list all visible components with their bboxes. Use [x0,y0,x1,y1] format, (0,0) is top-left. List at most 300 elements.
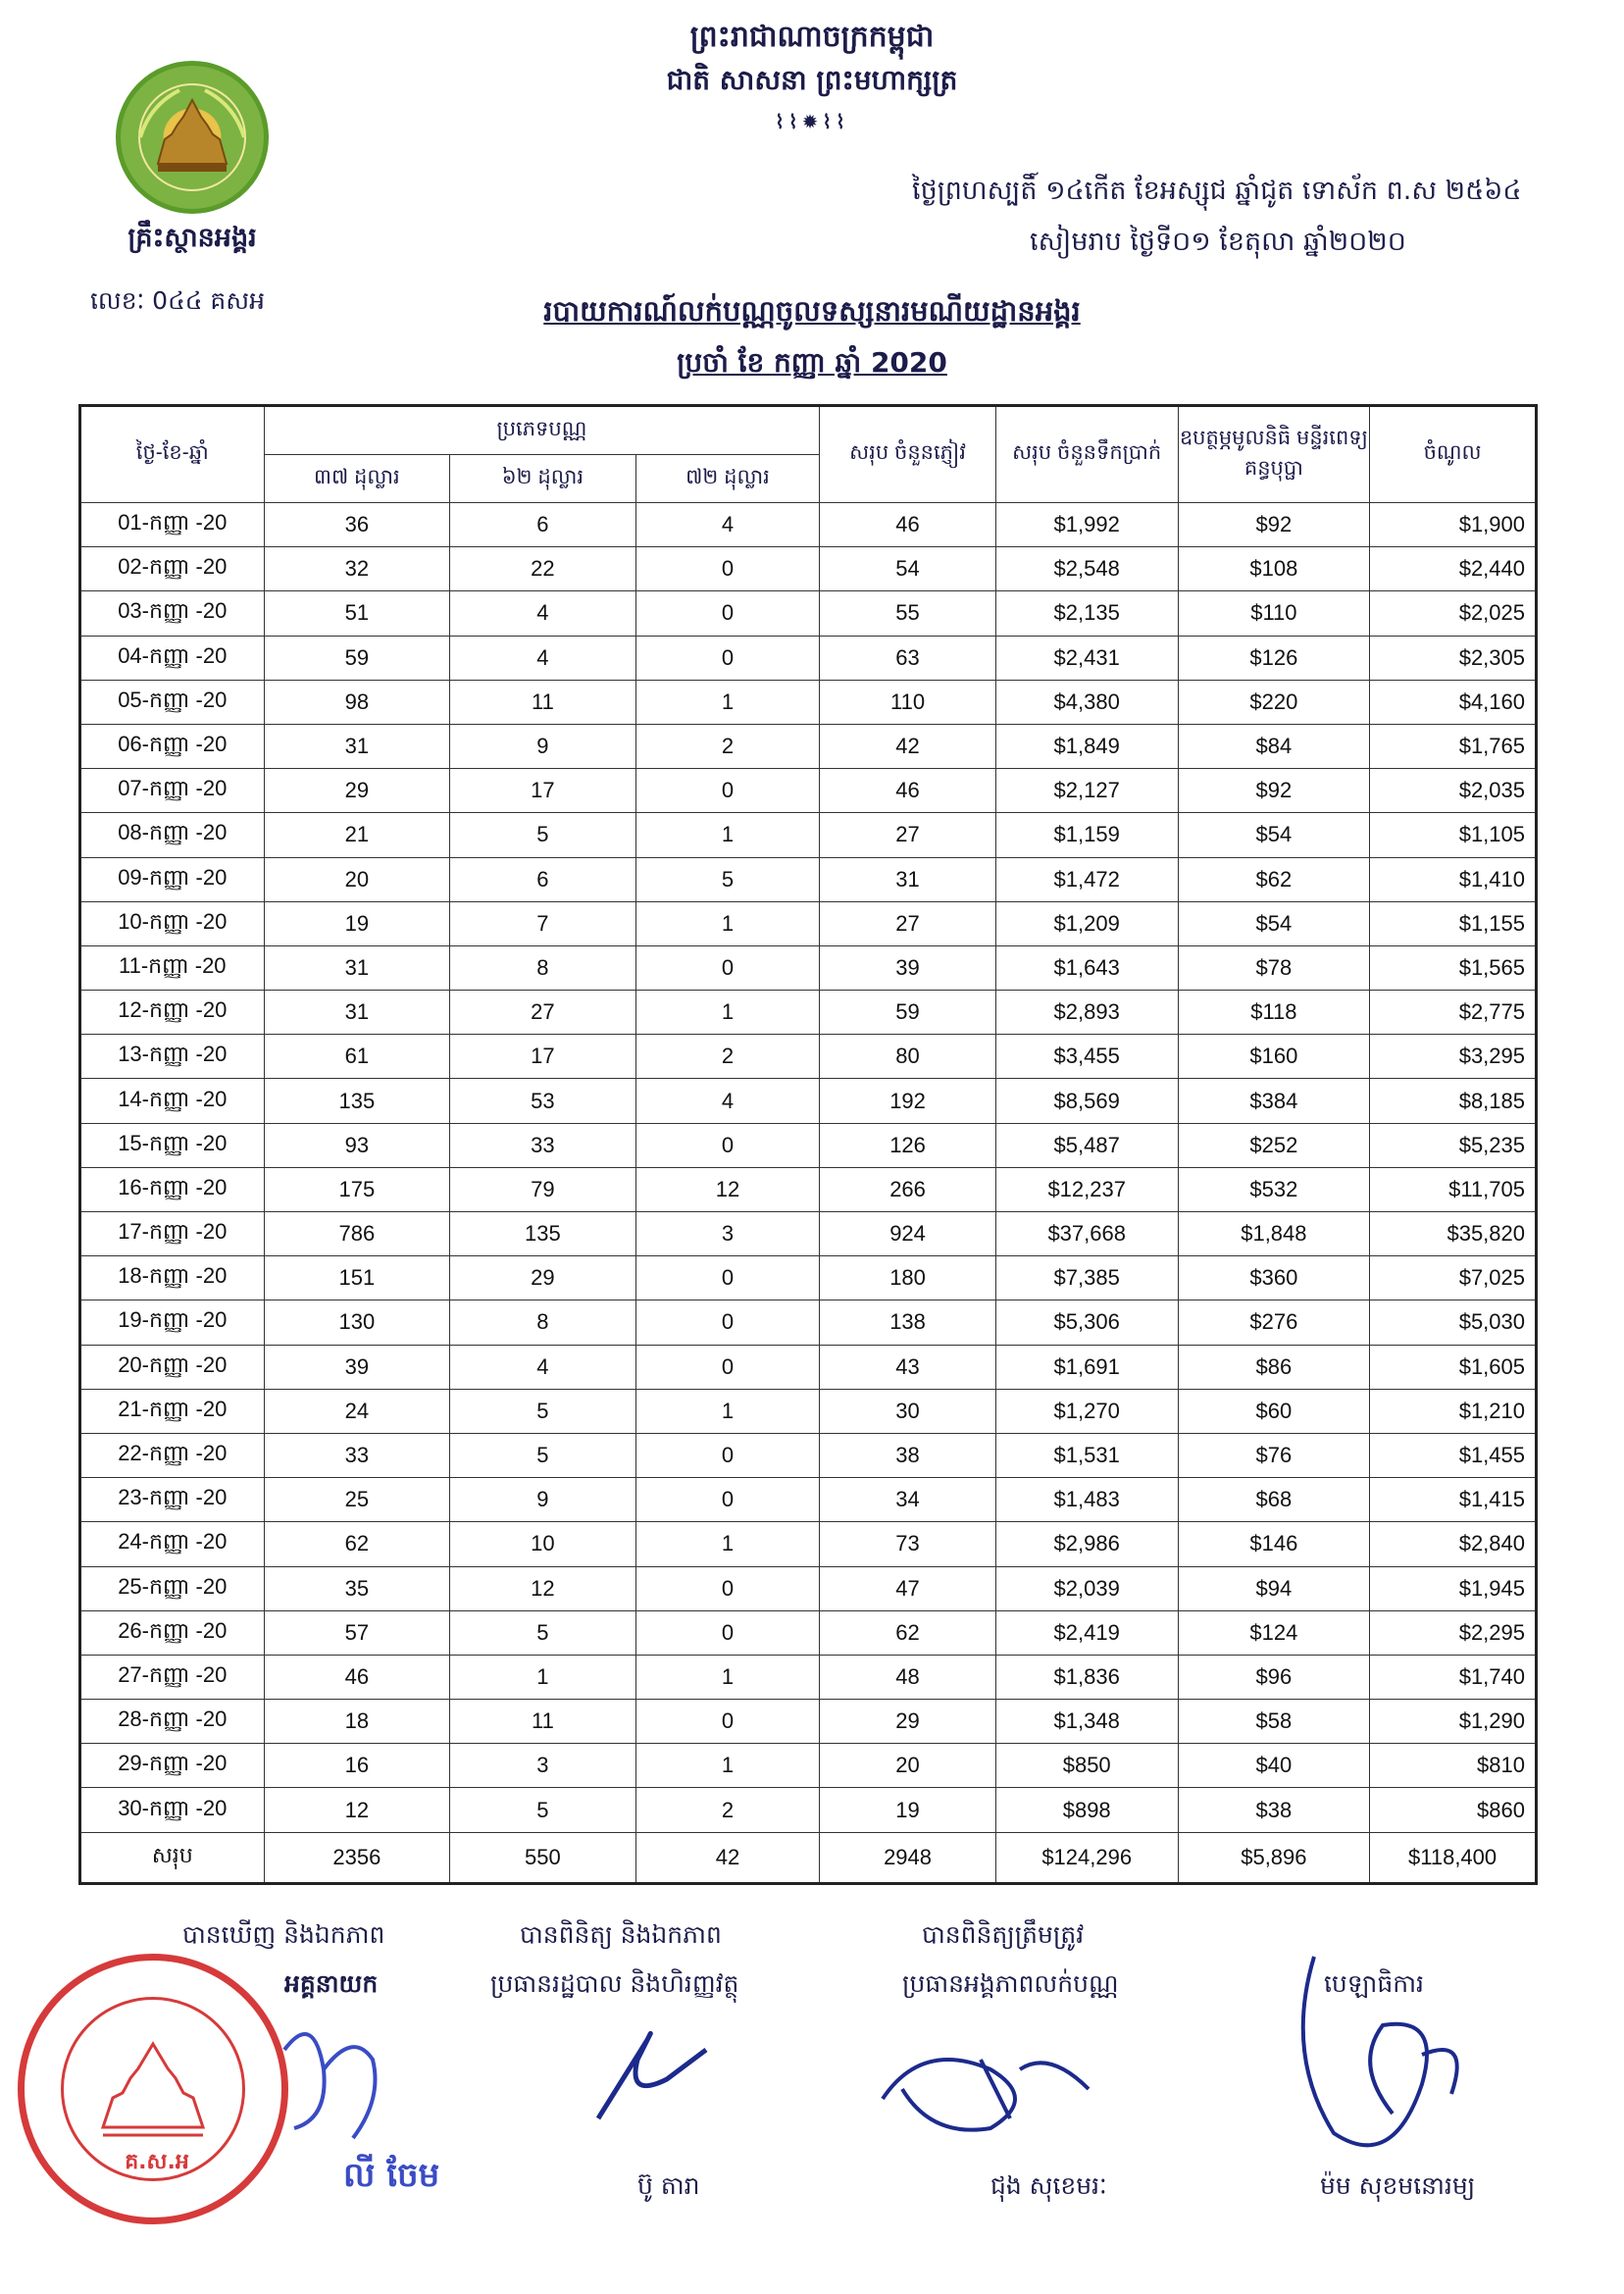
table-cell-c: 0 [635,1610,820,1655]
table-row [80,636,1537,680]
table-cell-d: 11-កញ្ញា -20 [80,945,265,990]
table-cell-m: $5,487 [995,1123,1178,1167]
table-cell-i: $1,765 [1370,724,1537,768]
table-cell-d: 26-កញ្ញា -20 [80,1610,265,1655]
table-cell-h: $96 [1178,1655,1370,1699]
table-cell-a: 175 [264,1167,450,1211]
total-cell-c: 42 [635,1832,820,1883]
table-cell-m: $2,986 [995,1522,1178,1566]
table-cell-h: $92 [1178,769,1370,813]
table-cell-c: 0 [635,1700,820,1744]
table-cell-b: 6 [450,857,636,901]
table-cell-b: 4 [450,1345,636,1389]
table-cell-a: 61 [264,1035,450,1079]
table-cell-b: 8 [450,1300,636,1345]
table-cell-d: 20-កញ្ញា -20 [80,1345,265,1389]
kingdom-heading: ព្រះរាជាណាចក្រកម្ពុជា [689,20,935,54]
table-cell-c: 1 [635,991,820,1035]
table-cell-d: 14-កញ្ញា -20 [80,1079,265,1123]
table-cell-v: 19 [820,1788,996,1832]
table-cell-d: 01-កញ្ញា -20 [80,503,265,547]
table-cell-i: $810 [1370,1744,1537,1788]
table-cell-b: 79 [450,1167,636,1211]
table-cell-c: 1 [635,680,820,724]
table-cell-a: 33 [264,1433,450,1477]
table-cell-i: $8,185 [1370,1079,1537,1123]
header-money: សរុប ចំនួនទឹកប្រាក់ [995,406,1178,503]
table-cell-v: 59 [820,991,996,1035]
table-cell-i: $5,235 [1370,1123,1537,1167]
table-cell-a: 18 [264,1700,450,1744]
table-cell-b: 135 [450,1212,636,1256]
table-cell-v: 73 [820,1522,996,1566]
table-cell-v: 80 [820,1035,996,1079]
table-cell-d: 12-កញ្ញា -20 [80,991,265,1035]
table-row [80,591,1537,636]
sales-table [78,404,1538,1885]
table-cell-i: $1,155 [1370,901,1537,945]
seal-text: គ.ស.អ [125,2150,189,2174]
total-row [80,1832,1537,1883]
table-cell-h: $108 [1178,547,1370,591]
table-cell-m: $1,159 [995,813,1178,857]
table-cell-h: $276 [1178,1300,1370,1345]
table-cell-m: $4,380 [995,680,1178,724]
sig2-name: ប៊ូ តារា [637,2171,700,2200]
table-cell-i: $4,160 [1370,680,1537,724]
table-cell-c: 1 [635,1389,820,1433]
table-cell-a: 51 [264,591,450,636]
table-cell-c: 1 [635,1744,820,1788]
table-cell-h: $62 [1178,857,1370,901]
org-name: គ្រឹះស្ថានអង្គរ [127,223,257,253]
table-cell-a: 24 [264,1389,450,1433]
table-cell-a: 130 [264,1300,450,1345]
header-hospital-fund: ឧបត្ថម្ភមូលនិធិ មន្ទីរពេទ្យគន្ធបុប្ផា [1178,406,1370,503]
table-cell-a: 35 [264,1566,450,1610]
table-row [80,1610,1537,1655]
sig1-approved-label: បានឃើញ និងឯកភាព [182,1920,385,1949]
table-cell-b: 10 [450,1522,636,1566]
table-cell-b: 6 [450,503,636,547]
table-cell-i: $1,105 [1370,813,1537,857]
table-cell-i: $1,455 [1370,1433,1537,1477]
table-row [80,1123,1537,1167]
table-cell-d: 19-កញ្ញា -20 [80,1300,265,1345]
table-cell-d: 08-កញ្ញា -20 [80,813,265,857]
table-cell-v: 27 [820,813,996,857]
motto-heading: ជាតិ សាសនា ព្រះមហាក្សត្រ [666,64,958,96]
table-cell-h: $532 [1178,1167,1370,1211]
table-cell-a: 25 [264,1478,450,1522]
table-cell-m: $1,849 [995,724,1178,768]
table-cell-d: 06-កញ្ញា -20 [80,724,265,768]
sig2-title: ប្រធានរដ្ឋបាល និងហិរញ្ញវត្ថុ [490,1969,739,1998]
table-cell-c: 2 [635,1788,820,1832]
table-cell-b: 9 [450,1478,636,1522]
table-cell-h: $68 [1178,1478,1370,1522]
sig1-handwritten-signature-icon [275,2011,392,2152]
table-cell-m: $1,472 [995,857,1178,901]
table-row [80,1345,1537,1389]
table-cell-c: 4 [635,1079,820,1123]
table-cell-d: 27-កញ្ញា -20 [80,1655,265,1699]
table-cell-v: 34 [820,1478,996,1522]
table-cell-d: 18-កញ្ញា -20 [80,1256,265,1300]
table-cell-d: 05-កញ្ញា -20 [80,680,265,724]
table-cell-m: $7,385 [995,1256,1178,1300]
sig1-title: អគ្គនាយក [284,1969,379,1998]
table-cell-m: $1,836 [995,1655,1178,1699]
table-cell-v: 29 [820,1700,996,1744]
table-cell-c: 0 [635,1566,820,1610]
table-row [80,1478,1537,1522]
table-cell-b: 53 [450,1079,636,1123]
table-cell-i: $1,605 [1370,1345,1537,1389]
table-cell-m: $1,348 [995,1700,1178,1744]
table-cell-m: $2,127 [995,769,1178,813]
table-cell-m: $12,237 [995,1167,1178,1211]
table-cell-v: 46 [820,503,996,547]
table-row [80,1655,1537,1699]
table-cell-d: 02-កញ្ញា -20 [80,547,265,591]
table-cell-m: $1,483 [995,1478,1178,1522]
table-cell-h: $1,848 [1178,1212,1370,1256]
table-cell-d: 25-កញ្ញា -20 [80,1566,265,1610]
table-cell-h: $220 [1178,680,1370,724]
table-cell-h: $126 [1178,636,1370,680]
table-cell-b: 3 [450,1744,636,1788]
table-cell-i: $1,565 [1370,945,1537,990]
table-cell-v: 43 [820,1345,996,1389]
sig4-title: បេឡាធិការ [1324,1969,1424,1998]
sig3-title: ប្រធានអង្គភាពលក់បណ្ណ [902,1969,1119,1998]
table-row [80,1212,1537,1256]
header-62-usd: ៦២ ដុល្លារ [450,455,636,503]
table-cell-h: $160 [1178,1035,1370,1079]
table-row [80,1788,1537,1832]
total-cell-i: $118,400 [1370,1832,1537,1883]
reference-number: លេខៈ 0៤៤ គសអ [90,286,265,315]
table-cell-a: 57 [264,1610,450,1655]
table-cell-v: 924 [820,1212,996,1256]
table-cell-m: $1,270 [995,1389,1178,1433]
table-cell-i: $1,410 [1370,857,1537,901]
table-cell-b: 33 [450,1123,636,1167]
table-cell-v: 48 [820,1655,996,1699]
table-cell-v: 46 [820,769,996,813]
table-cell-a: 32 [264,547,450,591]
table-cell-v: 20 [820,1744,996,1788]
total-cell-b: 550 [450,1832,636,1883]
table-cell-v: 39 [820,945,996,990]
table-cell-b: 1 [450,1655,636,1699]
table-cell-m: $2,431 [995,636,1178,680]
table-cell-h: $86 [1178,1345,1370,1389]
table-cell-b: 29 [450,1256,636,1300]
table-cell-m: $1,531 [995,1433,1178,1477]
table-cell-h: $146 [1178,1522,1370,1566]
table-cell-d: 21-កញ្ញា -20 [80,1389,265,1433]
table-cell-d: 03-កញ្ញា -20 [80,591,265,636]
table-row [80,1300,1537,1345]
table-row [80,769,1537,813]
table-row [80,901,1537,945]
table-row [80,724,1537,768]
table-cell-m: $1,643 [995,945,1178,990]
table-cell-b: 9 [450,724,636,768]
table-cell-m: $5,306 [995,1300,1178,1345]
table-cell-c: 1 [635,813,820,857]
table-cell-h: $54 [1178,901,1370,945]
table-cell-v: 55 [820,591,996,636]
table-row [80,1700,1537,1744]
sig4-handwritten-signature-icon [1275,1937,1491,2186]
table-cell-a: 31 [264,724,450,768]
total-cell-a: 2356 [264,1832,450,1883]
table-cell-d: 24-កញ្ញា -20 [80,1522,265,1566]
table-cell-h: $38 [1178,1788,1370,1832]
table-cell-c: 1 [635,1522,820,1566]
table-cell-c: 2 [635,1035,820,1079]
table-cell-i: $5,030 [1370,1300,1537,1345]
table-cell-i: $2,035 [1370,769,1537,813]
table-cell-h: $384 [1178,1079,1370,1123]
table-cell-a: 46 [264,1655,450,1699]
table-row [80,1035,1537,1079]
table-row [80,1566,1537,1610]
table-body [80,503,1537,1884]
header-visitors: សរុប ចំនួនភ្ញៀវ [820,406,996,503]
table-cell-m: $850 [995,1744,1178,1788]
table-row [80,1079,1537,1123]
table-cell-h: $76 [1178,1433,1370,1477]
sig1-name: លី ចែម [343,2156,440,2195]
table-cell-b: 5 [450,813,636,857]
table-cell-b: 5 [450,1788,636,1832]
table-cell-a: 16 [264,1744,450,1788]
table-cell-i: $2,840 [1370,1522,1537,1566]
table-cell-v: 138 [820,1300,996,1345]
table-cell-v: 192 [820,1079,996,1123]
header-income: ចំណូល [1370,406,1537,503]
table-cell-h: $110 [1178,591,1370,636]
table-cell-h: $40 [1178,1744,1370,1788]
sig3-handwritten-signature-icon [863,2030,1118,2142]
table-cell-c: 5 [635,857,820,901]
table-cell-h: $94 [1178,1566,1370,1610]
table-cell-a: 31 [264,991,450,1035]
sig3-verified-label: បានពិនិត្យត្រឹមត្រូវ [922,1920,1085,1949]
document-subtitle-text: ប្រចាំ ខែ កញ្ញា ឆ្នាំ 2020 [677,346,947,379]
table-cell-d: 09-កញ្ញា -20 [80,857,265,901]
table-cell-c: 0 [635,1345,820,1389]
table-cell-d: 04-កញ្ញា -20 [80,636,265,680]
table-cell-d: 30-កញ្ញា -20 [80,1788,265,1832]
table-cell-c: 0 [635,591,820,636]
table-cell-b: 5 [450,1610,636,1655]
table-row [80,1256,1537,1300]
table-cell-a: 135 [264,1079,450,1123]
table-cell-i: $2,025 [1370,591,1537,636]
table-row [80,1167,1537,1211]
table-cell-m: $2,135 [995,591,1178,636]
table-cell-c: 0 [635,1123,820,1167]
table-cell-v: 54 [820,547,996,591]
table-cell-i: $1,740 [1370,1655,1537,1699]
table-cell-i: $35,820 [1370,1212,1537,1256]
table-cell-b: 17 [450,769,636,813]
total-cell-d: សរុប [80,1832,265,1883]
table-cell-m: $8,569 [995,1079,1178,1123]
sig4-name: ម៉ម សុខមនោរម្យ [1320,2171,1476,2200]
table-cell-d: 10-កញ្ញា -20 [80,901,265,945]
table-cell-b: 7 [450,901,636,945]
table-cell-d: 29-កញ្ញា -20 [80,1744,265,1788]
table-cell-b: 4 [450,636,636,680]
table-cell-d: 13-កញ្ញា -20 [80,1035,265,1079]
table-cell-a: 12 [264,1788,450,1832]
table-cell-a: 29 [264,769,450,813]
table-cell-i: $7,025 [1370,1256,1537,1300]
table-cell-c: 1 [635,901,820,945]
table-cell-m: $2,893 [995,991,1178,1035]
table-cell-c: 0 [635,769,820,813]
table-cell-b: 11 [450,680,636,724]
table-cell-m: $2,419 [995,1610,1178,1655]
table-cell-v: 266 [820,1167,996,1211]
table-cell-a: 93 [264,1123,450,1167]
sig2-approved-label: បានពិនិត្យ និងឯកភាព [520,1920,722,1949]
table-cell-h: $84 [1178,724,1370,768]
table-cell-m: $3,455 [995,1035,1178,1079]
table-cell-b: 5 [450,1389,636,1433]
apsara-logo-icon [116,61,269,214]
table-cell-h: $124 [1178,1610,1370,1655]
table-cell-a: 19 [264,901,450,945]
solar-date: សៀមរាប ថ្ងៃទី០១ ខែតុលា ឆ្នាំ២០២០ [1030,227,1406,257]
table-cell-v: 180 [820,1256,996,1300]
table-cell-i: $860 [1370,1788,1537,1832]
document-subtitle [0,345,1624,385]
table-cell-c: 0 [635,636,820,680]
header-ticket-type: ប្រភេទបណ្ណ [264,406,820,455]
table-cell-a: 151 [264,1256,450,1300]
table-cell-b: 8 [450,945,636,990]
table-cell-h: $252 [1178,1123,1370,1167]
header-72-usd: ៧២ ដុល្លារ [635,455,820,503]
table-cell-v: 38 [820,1433,996,1477]
table-cell-c: 3 [635,1212,820,1256]
table-cell-i: $2,775 [1370,991,1537,1035]
table-cell-b: 27 [450,991,636,1035]
table-cell-c: 0 [635,945,820,990]
table-cell-c: 0 [635,1300,820,1345]
table-cell-b: 4 [450,591,636,636]
table-cell-i: $1,900 [1370,503,1537,547]
table-cell-c: 0 [635,1478,820,1522]
table-cell-d: 07-កញ្ញា -20 [80,769,265,813]
total-cell-m: $124,296 [995,1832,1178,1883]
table-cell-b: 17 [450,1035,636,1079]
table-cell-h: $60 [1178,1389,1370,1433]
table-cell-d: 15-កញ្ញា -20 [80,1123,265,1167]
table-row [80,680,1537,724]
sig2-handwritten-signature-icon [588,2020,726,2132]
table-cell-a: 62 [264,1522,450,1566]
table-cell-h: $58 [1178,1700,1370,1744]
table-row [80,1433,1537,1477]
table-cell-a: 31 [264,945,450,990]
table-row [80,813,1537,857]
table-cell-i: $1,945 [1370,1566,1537,1610]
table-cell-m: $2,039 [995,1566,1178,1610]
table-cell-c: 1 [635,1655,820,1699]
table-cell-c: 12 [635,1167,820,1211]
table-cell-d: 16-កញ្ញា -20 [80,1167,265,1211]
table-cell-b: 22 [450,547,636,591]
table-cell-m: $1,209 [995,901,1178,945]
table-cell-h: $78 [1178,945,1370,990]
table-cell-h: $92 [1178,503,1370,547]
table-cell-v: 110 [820,680,996,724]
table-cell-v: 30 [820,1389,996,1433]
ornament-divider: ⌇⌇✹⌇⌇ [775,110,849,133]
table-row [80,991,1537,1035]
table-cell-i: $2,295 [1370,1610,1537,1655]
table-cell-m: $898 [995,1788,1178,1832]
document-title-text: របាយការណ៍លក់បណ្ណចូលទស្សនារមណីយដ្ឋានអង្គរ [543,294,1081,328]
table-cell-b: 12 [450,1566,636,1610]
table-cell-v: 62 [820,1610,996,1655]
table-cell-v: 63 [820,636,996,680]
table-cell-m: $1,691 [995,1345,1178,1389]
table-cell-d: 22-កញ្ញា -20 [80,1433,265,1477]
table-cell-m: $2,548 [995,547,1178,591]
table-cell-h: $360 [1178,1256,1370,1300]
table-cell-a: 59 [264,636,450,680]
table-cell-m: $37,668 [995,1212,1178,1256]
table-cell-d: 23-កញ្ញា -20 [80,1478,265,1522]
table-cell-a: 39 [264,1345,450,1389]
table-row [80,1744,1537,1788]
table-cell-h: $54 [1178,813,1370,857]
table-row [80,503,1537,547]
table-row [80,547,1537,591]
table-row [80,857,1537,901]
table-cell-v: 42 [820,724,996,768]
table-cell-i: $1,415 [1370,1478,1537,1522]
table-cell-v: 31 [820,857,996,901]
table-row [80,1389,1537,1433]
table-cell-c: 0 [635,1256,820,1300]
table-cell-m: $1,992 [995,503,1178,547]
table-cell-v: 47 [820,1566,996,1610]
table-cell-c: 0 [635,547,820,591]
table-cell-a: 20 [264,857,450,901]
table-cell-d: 17-កញ្ញា -20 [80,1212,265,1256]
table-cell-i: $2,305 [1370,636,1537,680]
table-cell-v: 126 [820,1123,996,1167]
document-title [0,294,1624,335]
table-cell-c: 0 [635,1433,820,1477]
lunar-date: ថ្ងៃព្រហស្បតិ៍ ១៤កើត ខែអស្សុជ ឆ្នាំជូត ទោស័ក ព.ស ២៥៦៤ [912,176,1522,206]
table-cell-a: 36 [264,503,450,547]
table-row [80,1522,1537,1566]
table-cell-b: 11 [450,1700,636,1744]
total-cell-h: $5,896 [1178,1832,1370,1883]
table-cell-c: 4 [635,503,820,547]
